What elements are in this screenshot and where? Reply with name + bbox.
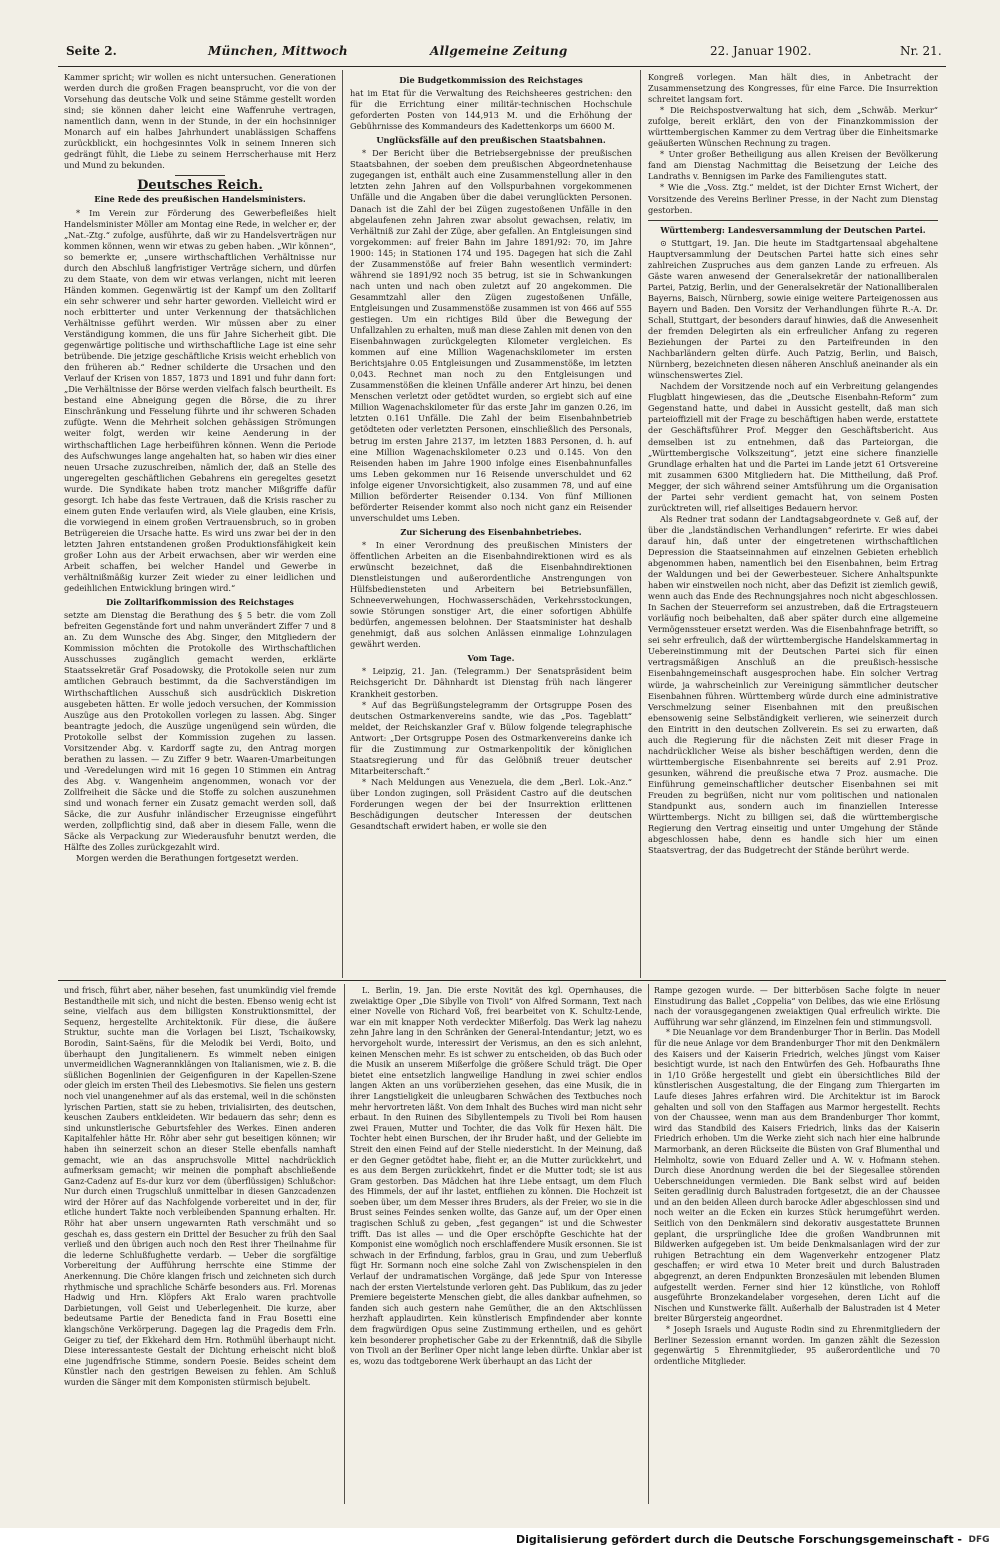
article-heading: Die Zolltarifkommission des Reichstages [106, 597, 294, 608]
article-text: * Unter großer Betheiligung aus allen Kreisen der Bevölkerung fand am Dienstag Nachmittag die Beisetzung der Leiche des Landraths v. Bennigsen im Parke des Familiengutes statt. [648, 149, 938, 182]
article-text: * In einer Verordnung des preußischen Ministers der öffentlichen Arbeiten an die Eisenbahndirektionen wird es als erwünscht bezeichnet, daß die Eisenbahndirektionen Dienstleistungen und außerordentliche Anstrengungen von Hülfsbediensteten und Arbeitern bei Betriebsunfällen, Schneeverwehungen, Hochwasserschäden, Verkehrsstockungen, sowie Störungen sonstiger Art, die einer sofortigen Abhülfe bedürfen, angemessen belohnen. Der Staatsminister hat deshalb genehmigt, daß aus solchen Anlässen einmalige Lohnzulagen gewährt werden. [350, 539, 632, 650]
feuilleton-text: L. Berlin, 19. Jan. Die erste Novität des kgl. Opernhauses, die zweiaktige Oper „Die Sibylle von Tivoli“ von Alfred Sormann, Text nach einer Novelle von Richard Voß, frei bearbeitet von K. Schultz-Lende, war ein mit knapper Noth verdeckter Mißerfolg. Das Werk lag nahezu zehn Jahre lang in den Schränken der General-Intendantur; jetzt, wo es hervorgeholt wurde, interessirt der Verismus, an den es sich anlehnt, keinen Menschen mehr. Es ist schwer zu entscheiden, ob das Buch oder die Musik an unserem Mißerfolge die größere Schuld trägt. Die Oper bietet eine entsetzlich langweilige Handlung in zwei schier endlos langen Akten an uns vorüberziehen gesehen, das eine Musik, die in ihrer Langstieligkeit die unleugbaren Schwächen des Textbuches noch mehr hervortreten läßt. Von dem Inhalt des Buches wird man nicht sehr erbaut. In den Ruinen des Sibyllentempels zu Tivoli bei Rom hausen zwei Frauen, Mutter und Tochter, die das Volk für Hexen hält. Die Tochter hebt einen Burschen, der ihr Bruder haßt, und der Geliebte im Streit den einen Feind auf der Stelle niedersticht. In der Meinung, daß er den Gegner getödtet habe, flieht er, an die Mutter zurückkehrt, und es aus dem Bergen zurückkehrt, findet er die Mutter todt; sie ist aus Gram gestorben. Das Mädchen hat ihre Liebe entsagt, um dem Fluch des Himmels, der auf ihr lastet, entfliehen zu können. Die Hochzeit ist soeben über, um dem Messer ihres Bruders, als der Freier, wo sie in die Brust seines Feindes senken wollte, das Ganze auf, um der Oper einen tragischen Schluß zu geben, „fest gegangen“ ist und die Schwester trifft. Das ist alles — und die Oper erschöpfte Geschichte hat der Komponist eine womöglich noch erschlaffendere Musik ersonnen. Sie ist schwach in der Erfindung, farblos, grau in Grau, und zum Ueberfluß fügt Hr. Sormann noch eine solche Zahl von Zwischenspielen in den Verlauf der undramatischen Vorgänge, daß jede Spur von Interesse nach der ersten Viertelstunde verloren geht. Das Publikum, das zu jeder Premiere begeisterte Menschen giebt, die alles dankbar aufnehmen, so fanden sich auch gestern nahe Gemüther, die an den Aktschlüssen herzhaft applaudirten. Kein künstlerisch Empfindender aber konnte dem fragwürdigen Opus seine Zustimmung ertheilen, und es gehört kein besonderer prophetischer Gabe zu der Erkenntniß, daß die Sibylle von Tivoli an der Berliner Oper nicht lange leben dürfte. Unklar aber ist es, wozu das todtgeborene Werk überhaupt an das Licht der [350, 986, 642, 1366]
article-heading: Eine Rede des preußischen Handelsministers. [94, 194, 306, 205]
feuilleton-text: * Die Neuanlage vor dem Brandenburger Thor in Berlin. Das Modell für die neue Anlage vor dem Brandenburger Thor mit den Denkmälern des Kaisers und der Kaiserin Friedrich, welches jüngst vom Kaiser besichtigt wurde, ist nach den Entwürfen des Geh. Hofbauraths Ihne in 1/10 Größe hergestellt und giebt ein übersichtliches Bild der künstlerischen Ausgestaltung, die der Eingang zum Thiergarten im Laufe dieses Jahres erfahren wird. Die Architektur ist im Barock gehalten und soll von den Staffagen aus Marmor hergestellt. Rechts von der Chaussee, wenn man aus dem Brandenburger Thor kommt, wird das Standbild des Kaisers Friedrich, links das der Kaiserin Friedrich erhoben. Um die Werke zieht sich nach hier eine halbrunde Marmorbank, an deren Rückseite die Büsten von Graf Blumenthal und Helmholtz, sowie von Eduard Zeller und A. W. v. Hofmann stehen. Durch diese Anordnung werden die bei der Siegesallee störenden Ueberschneidungen vermieden. Die Bank selbst wird auf beiden Seiten geradlinig durch Balustraden fortgesetzt, die an der Chaussee und an den beiden Alleen durch barocke Adler abgeschlossen sind und noch weiter an die Ecken ein kurzes Stück herumgeführt werden. Seitlich von den Denkmälern sind dekorativ ausgestattete Brunnen geplant, die ursprüngliche Idee die großen Wandbrunnen mit Bildwerken aufgegeben ist. Um beide Denkmalsanlagen wird der zur ruhigen Betrachtung ein dem Wagenverkehr entzogener Platz geschaffen; er wird etwa 10 Meter breit und durch Balustraden abgegrenzt, an deren Endpunkten Bronzesäulen mit lebenden Blumen aufgestellt werden. Ferner sind hier 12 künstliche, von Rohloff ausgeführte Bronzekandelaber vorgesehen, deren Licht auf die Nischen und Kunstwerke fällt. Außerhalb der Balustraden ist 4 Meter breiter Bürgersteig angeordnet. [654, 1028, 940, 1324]
article-heading: Die Budgetkommission des Reichstages [399, 75, 583, 85]
article-text: * Nach Meldungen aus Venezuela, die dem „Berl. Lok.-Anz.“ über London zugingen, soll Präsident Castro auf die deutschen Forderungen wegen der bei der Insurrektion erlittenen Beschädigungen deutscher Interessen der deutschen Gesandtschaft erwidert haben, er wolle sie den [350, 776, 632, 832]
place-date: München, Mittwoch [208, 44, 348, 58]
article-text: Morgen werden die Berathungen fortgesetzt werden. [76, 853, 299, 864]
article-text: Kammer spricht; wir wollen es nicht untersuchen. Generationen werden durch die großen Fragen beansprucht, vor die von der Vorsehung das deutsche Volk und seine Stämme gestellt worden sind; sie können daher leicht eine Waffenruhe vertragen, namentlich dann, wenn in der Stunde, in der ein hochsinniger Monarch auf ein halbes Jahrhundert unablässigen Schaffens zurückblickt, ein hochgesinntes Volk in seinem Inneren sich gedrängt fühlt, die Liebe zu seinem Herrscherhause mit Herz und Mund zu bekunden. [64, 72, 336, 171]
article-heading: Württemberg: Landesversammlung der Deutschen Partei. [660, 224, 926, 235]
page-number: Seite 2. [66, 44, 117, 58]
article-text: hat im Etat für die Verwaltung des Reichsheeres gestrichen: den für die Errichtung einer militär-technischen Hochschule geforderten Posten von 144,913 M. und die Erhöhung der Gebührnisse des Kommandeurs des Kadettenkorps um 6600 M. [350, 88, 632, 132]
feuilleton-text: und frisch, führt aber, näher besehen, fast unumkündig viel fremde Bestandtheile mit sich, und nicht die besten. Ebenso wenig echt ist seine, vielfach aus dem billigsten Konstruktionsmittel, der Sequenz, hergestellte Architektonik. Für diese, die äußere Struktur, suchte man die Vorlagen bei Liszt, Tschaikowsky, Borodin, Saint-Saëns, für die Melodik bei Verdi, Boito, und überhaupt den Jungitalienern. Es wimmelt neben einigen unvermeidlichen Wagnerannklängen von Italianismen, wie z. B. die süßlichen Bogenlinien der Geigenfiguren in der Kapellen-Szene oder gleich im ersten Theil des Liebesmotivs. Sie fielen uns gestern noch viel unangenehmer auf als das erstemal, weil in die schönsten lyrischen Partien, statt sie zu heben, trivialisirten, des deutschen, keuschen Zaubers entkleideten. Wir bedauern das sehr; denn es sind unkunstlerische Geburtsfehler des Werkes. Einen anderen Kapitalfehler hätte Hr. Röhr aber sehr gut beseitigen können; wir haben ihn seinerzeit schon an dieser Stelle ebenfalls namhaft gemacht, wie an das anspruchsvolle Mittel nachdrücklich aufmerksam gemacht; wir meinen die pomphaft abschließende Ganz-Cadenz auf Es-dur kurz vor dem (überflüssigen) Schlußchor: Nur durch einen Trugschluß unmittelbar in diesen Ganzcadenzen wird der Hörer auf das Nachfolgende vorbereitet und in der, für etliche hundert Takte noch verbleibenden Spannung erhalten. Hr. Röhr hat aber unsern ungewarnten Rath verschmäht und so geschah es, dass gestern ein Drittel der Besucher zu früh den Saal verließ und den übrigen auch noch den Rest ihrer Theilnahme für die lederne Schlußfughette verdarb. — Ueber die sorgfältige Vorbereitung der Aufführung herrschte eine Stimme der Anerkennung. Die Chöre klangen frisch und zeichneten sich durch rhythmische und sprachliche Schärfe besonders aus. Frl. Morenas Hadwig und Hrn. Klöpfers Akt Eralo waren prachtvolle Darbietungen, voll Geist und Ueberlegenheit. Die kurze, aber bedeutsame Partie der Benedicta fand in Frau Bosetti eine klangschöne Verkörperung. Dagegen lag die Pragedis dem Frln. Geiger zu tief, der Ekkehard dem Hrn. Rothmühl überhaupt nicht. Diese interessanteste Gestalt der Dichtung erheischt nicht bloß eine jugendfrische Stimme, sondern Poesie. Beides scheint dem Künstler nach den gestrigen Beweisen zu fehlen. Am Schluß wurden die Sänger mit dem Komponisten stürmisch bejubelt. [64, 986, 336, 1387]
article-text: Als Redner trat sodann der Landtagsabgeordnete v. Geß auf, der über die „landständischen Verhandlungen“ referirte. Er wies dabei darauf hin, daß unter der eingetretenen wirthschaftlichen Depression die Staatseinnahmen auf einzelnen Gebieten erheblich abgenommen haben, namentlich bei den Eisenbahnen, beim Ertrag der Waldungen und bei der Gewerbesteuer. Sichere Anhaltspunkte haben wir einstweilen noch nicht, aber das Defizit ist ziemlich gewiß, wenn auch das Ende des Rechnungsjahres noch nicht abgeschlossen. In Sachen der Steuerreform sei anzustreben, daß die Ertragsteuern vorläufig noch beibehalten, daß aber später durch eine allgemeine Vermögenssteuer ersetzt werden. Was die Eisenbahnfrage betrifft, so sei sehr erfreulich, daß der württembergische Handelskammertag in Uebereinstimmung mit der Deutschen Partei sich für einen vertragsmäßigen Anschluß an die preußisch-hessische Eisenbahngemeinschaft ausgesprochen habe. Ein solcher Vertrag würde, ja wahrscheinlich zur Vereinigung sämmtlicher deutscher Eisenbahnen führen. Württemberg würde durch eine administrative Verschmelzung seiner Eisenbahnen mit den preußischen ebensowenig seine Selbständigkeit verlieren, wie seinerzeit durch den Eintritt in den deutschen Zollverein. Es sei zu erwarten, daß auch die Regierung für die nächsten Zeit mit dieser Frage in nachdrücklicher Weise als bisher beschäftigen werden, denn die württembergische Eisenbahnrente sei bereits auf 2.91 Proz. gesunken, während die preußische etwa 7 Proz. ausmache. Die Einführung gemeinschaftlicher deutscher Eisenbahnen sei mit Freuden zu begrüßen, nicht nur vom politischen und nationalen Standpunkt aus, sondern auch im finanziellen Interesse Württembergs. Nicht zu billigen sei, daß die württembergische Regierung den Vertrag einseitig und unter Umgehung der Stände abgeschlossen habe, denn es handle sich hier um einen Staatsvertrag, der das Budgetrecht der Stände berührt werde. [648, 513, 938, 856]
feuilleton-column-1 [64, 986, 336, 1501]
article-text: Kongreß vorlegen. Man hält dies, in Anbetracht der Zusammensetzung des Kongresses, für eine Farce. Die Insurrektion schreitet langsam fort. [648, 72, 938, 105]
feuilleton-column-2 [350, 986, 642, 1501]
issue-date: 22. Januar 1902. [710, 44, 812, 58]
article-text: ⊙ Stuttgart, 19. Jan. Die heute im Stadtgartensaal abgehaltene Hauptversammlung der Deutschen Partei hatte sich eines sehr zahlreichen Zuspruches aus dem ganzen Lande zu erfreuen. Als Gäste waren anwesend der Generalsekretär der nationalliberalen Partei, Patzig, Berlin, und der Generalsekretär der Nationalliberalen Bayerns, Baisch, Nürnberg, sowie einige weitere Parteigenossen aus Bayern und Baden. Den Vorsitz der Verhandlungen führte R.-A. Dr. Schall, Stuttgart, der besonders darauf hinwies, daß die Anwesenheit der fremden Delegirten als ein erfreulicher Anfang zu regeren Beziehungen der Partei zu den Parteifreunden in den Nachbarländern gelten dürfe. Auch Patzig, Berlin, und Baisch, Nürnberg, bezeichneten diesen näheren Anschluß aneinander als ein wünschenswertes Ziel. [648, 237, 938, 381]
article-heading: Unglücksfälle auf den preußischen Staatsbahnen. [376, 135, 606, 146]
article-text: * Leipzig, 21. Jan. (Telegramm.) Der Senatspräsident beim Reichsgericht Dr. Dähnhardt ist Dienstag früh nach längerer Krankheit gestorben. [350, 666, 632, 699]
column-1 [64, 72, 336, 977]
column-2 [350, 72, 632, 977]
article-text: * Auf das Begrüßungstelegramm der Ortsgruppe Posen des deutschen Ostmarkenvereins sandte, wie das „Pos. Tageblatt“ meldet, der Reichskanzler Graf v. Bülow folgende telegraphische Antwort: „Der Ortsgruppe Posen des Ostmarkenvereins danke ich für die Zustimmung zur Ostmarkenpolitik der königlichen Staatsregierung und für das Gelöbniß treuer deutscher Mitarbeiterschaft.“ [350, 699, 632, 776]
digitization-footer [0, 1528, 1000, 1552]
article-text: * Wie die „Voss. Ztg.“ meldet, ist der Dichter Ernst Wichert, der Vorsitzende des Vereins Berliner Presse, in der Nacht zum Dienstag gestorben. [648, 182, 938, 215]
divider [648, 220, 938, 221]
column-divider [640, 70, 641, 978]
feuilleton-text: * Joseph Israels und Auguste Rodin sind zu Ehrenmitgliedern der Berliner Sezession ernannt worden. Im ganzen zählt die Sezession gegenwärtig 5 Ehrenmitglieder, 95 außerordentliche und 70 ordentliche Mitglieder. [654, 1325, 940, 1366]
newspaper-title: Allgemeine Zeitung [430, 44, 568, 58]
article-text: * Im Verein zur Förderung des Gewerbefleißes hielt Handelsminister Möller am Montag eine Rede, in welcher er, der „Nat.-Ztg.“ zufolge, ausführte, daß wir zu Handelsverträgen nur kommen können, wenn wir etwas zu geben haben. „Wir können“, so bemerkte er, „unsere wirthschaftlichen Verhältnisse nur durch den Abschluß langfristiger Verträge sichern, und dürfen zu dem Staate, von dem wir etwas verlangen, nicht mit leeren Händen kommen. Gegenwärtig ist der Kampf um den Zolltarif ein sehr schwerer und sehr harter geworden. Vielleicht wird er noch erbitterter und unter Verkennung der thatsächlichen Verhältnisse geführt werden. Wir müssen aber zu einer Verständigung kommen, die uns für Jahre Sicherheit gibt. Die gegenwärtige politische und wirthschaftliche Lage ist eine sehr betrübende. Die jetzige geschäftliche Krisis weicht erheblich von den früheren ab.“ Redner schilderte die Ursachen und den Verlauf der Krisen von 1857, 1873 und 1891 und fuhr dann fort: „Die Verhältnisse der Börse werden vielfach falsch beurtheilt. Es bestand eine Abneigung gegen die Börse, die zu ihrer Einschränkung und Fesselung führte und ihr schweren Schaden zufügte. Wenn die Mehrheit solchen gehässigen Strömungen weiter folgt, werden wir keine Aenderung in der wirthschaftlichen Lage herbeiführen können. Wenn die Periode des Aufschwunges lange angehalten hat, so haben wir dies einer neuen Ursache zuzuschreiben, nämlich der, daß an Stelle des ungeregelten geschäftlichen Gebahrens ein geregeltes gesetzt wurde. Die Syndikate haben trotz mancher Mißgriffe dafür gesorgt. Ich habe das feste Vertrauen, daß die Krisis rascher zu einem guten Ende verlaufen wird, als Viele glauben, eine Krisis, die vorwiegend in einem großen Vertrauensbruch, so in groben Betrügereien die Ursache hatte. Es wird uns zwar bei der in den letzten Jahren entstandenen großen Produktionsfähigkeit kein großer Lohn aus der Arbeit erwachsen, aber wir werden eine Arbeit schaffen, bei welcher Handel und Gewerbe in verhältnißmäßig kurzer Zeit wieder zu einer leidlichen und gedeihlichen Entwicklung bringen wird.“ [64, 207, 336, 594]
divider [175, 175, 225, 176]
article-text: Nachdem der Vorsitzende noch auf ein Verbreitung gelangendes Flugblatt hingewiesen, das die „Deutsche Eisenbahn-Reform“ zum Gegenstand hatte, und dabei in Aussicht gestellt, daß man sich parteioffiziell mit der Frage zu beschäftigen haben werde, erstattete der Geschäftsführer Prof. Megger den Geschäftsbericht. Aus demselben ist zu entnehmen, daß das Parteiorgan, die „Württembergische Volkszeitung“, jetzt eine sichere finanzielle Grundlage erhalten hat und die Partei im Lande jetzt 61 Ortsvereine mit zusammen 6300 Mitgliedern hat. Die Mittheilung, daß Prof. Megger, der sich während seiner Amtsführung um die Organisation der Partei sehr verdient gemacht hat, von seinem Posten zurücktreten will, rief allseitiges Bedauern hervor. [648, 381, 938, 513]
page-header [58, 40, 946, 67]
newspaper-page [58, 40, 946, 1510]
article-text: setzte am Dienstag die Berathung des § 5 betr. die vom Zoll befreiten Gegenstände fort und nahm unverändert Ziffer 7 und 8 an. Zu dem Wunsche des Abg. Singer, den Mitgliedern der Kommission möchten die Protokolle des Wirthschaftlichen Ausschusses zugänglich gemacht werden, erklärte Staatssekretär Graf Posadowsky, die Protokolle seien nur zum amtlichen Gebrauch bestimmt, da die Sachverständigen im Wirthschaftlichen Ausschuß sich ausdrücklich Diskretion ausgebeten hätten. Er wolle jedoch versuchen, der Kommission Auszüge aus den Protokollen vorlegen zu lassen. Abg. Singer beantragte jedoch, die Auszüge ungenügend sein würden, die Protokolle selbst der Kommission zugehen zu lassen. Vorsitzender Abg. v. Kardorff sagte zu, den Antrag morgen berathen zu lassen. — Zu Ziffer 9 betr. Waaren-Umarbeitungen und -Veredelungen wird mit 16 gegen 10 Stimmen ein Antrag des Abg. v. Wangenheim angenommen, wonach vor der Zollfreiheit die Säcke und die Stoffe zu solchen auszunehmen sind und wonach ferner ein Zusatz gemacht werden soll, daß Säcke, die zur Ausfuhr inländischer Erzeugnisse eingeführt werden, zollpflichtig sind, daß aber in diesem Falle, wenn die Säcke als Verpackung zur Wiederausfuhr benutzt werden, die Hälfte des Zolles zurückgezahlt wird. [64, 610, 336, 853]
funding-notice: Digitalisierung gefördert durch die Deutsche Forschungsgemeinschaft - [515, 1533, 962, 1546]
column-divider [344, 984, 345, 1504]
column-3 [648, 72, 938, 977]
feuilleton-column-3 [654, 986, 940, 1501]
dfg-logo-icon: DFG [968, 1535, 990, 1545]
feuilleton-text: Rampe gezogen wurde. — Der bitterbösen Sache folgte in neuer Einstudirung das Ballet „Coppelia“ von Delibes, das wie eine Erlösung nach der vorausgegangenen zweiaktigen Qual erfreulich wirkte. Die Aufführung war sehr glänzend, im Einzelnen fein und stimmungsvoll. [654, 986, 940, 1027]
article-text: * Die Reichspostverwaltung hat sich, dem „Schwäb. Merkur“ zufolge, bereit erklärt, den von der Finanzkommission der württembergischen Kammer zu dem Vertrag über die Einheitsmarke geäußerten Wünschen Rechnung zu tragen. [648, 105, 938, 149]
article-text: * Der Bericht über die Betriebsergebnisse der preußischen Staatsbahnen, der soeben dem preußischen Abgeordnetenhause zugegangen ist, enthält auch eine Zusammenstellung aller in den letzten zehn Jahren auf den Vollspurbahnen vorgekommenen Unfälle und die Angaben über die dabei verunglückten Personen. Danach ist die Zahl der bei Zügen zugestoßenen Unfälle in den abgelaufenen zehn Jahren zwar absolut gewachsen, relativ, im Verhältniß zur Zahl der Züge, aber gefallen. An Entgleisungen sind vorgekommen: auf freier Bahn im Jahre 1891/92: 70, im Jahre 1900: 145; in Stationen 174 und 195. Dagegen hat sich die Zahl der Zusammenstöße auf freier Bahn wesentlich vermindert: während sie 1891/92 noch 35 betrug, ist sie in Schwankungen nach unten und nach oben zuletzt auf 20 angekommen. Die Gesammtzahl aller den Zügen zugestoßenen Unfälle, Entgleisungen und Zusammenstöße zusammen ist von 466 auf 555 gestiegen. Um ein richtiges Bild über die Bewegung der Unfallzahlen zu erhalten, muß man diese Zahlen mit denen von den Eisenbahnwagen zurückgelegten Kilometer vergleichen. Es kommen auf eine Million Wagenachskilometer im ersten Berichtsjahre 0.05 Entgleisungen und Zusammenstöße, im letzten 0,043. Rechnet man noch zu den Entgleisungen und Zusammenstößen die kleinen Unfälle anderer Art hinzu, bei denen Menschen verletzt oder getödtet wurden, so ergiebt sich auf eine Million Wagenachskilometer für das erste Jahr im ganzen 0.26, im letzten 0.161 Unfälle. Die Zahl der beim Eisenbahnbetrieb getödteten oder verletzten Personen, einschließlich des Personals, betrug im ersten Jahre 2137, im letzten 1883 Personen, d. h. auf eine Million Wagenachskilometer 0.23 und 0.145. Von den Reisenden haben im Jahre 1900 infolge eines Eisenbahnunfalles ums Leben gekommen nur 16 Reisende unverschuldet und 62 infolge eigener Unvorsichtigkeit, also zusammen 78, und auf eine Million beförderter Reisender 0.134. Von fünf Millionen beförderter Reisender kommt also noch nicht ganz ein Reisender unverschuldet ums Leben. [350, 148, 632, 523]
issue-number: Nr. 21. [900, 44, 942, 58]
column-divider [342, 70, 343, 978]
column-divider [648, 984, 649, 1504]
section-heading: Deutsches Reich. [137, 178, 263, 194]
article-heading: Zur Sicherung des Eisenbahnbetriebes. [400, 526, 582, 537]
feuilleton-rule [58, 980, 946, 981]
article-heading: Vom Tage. [467, 653, 515, 664]
